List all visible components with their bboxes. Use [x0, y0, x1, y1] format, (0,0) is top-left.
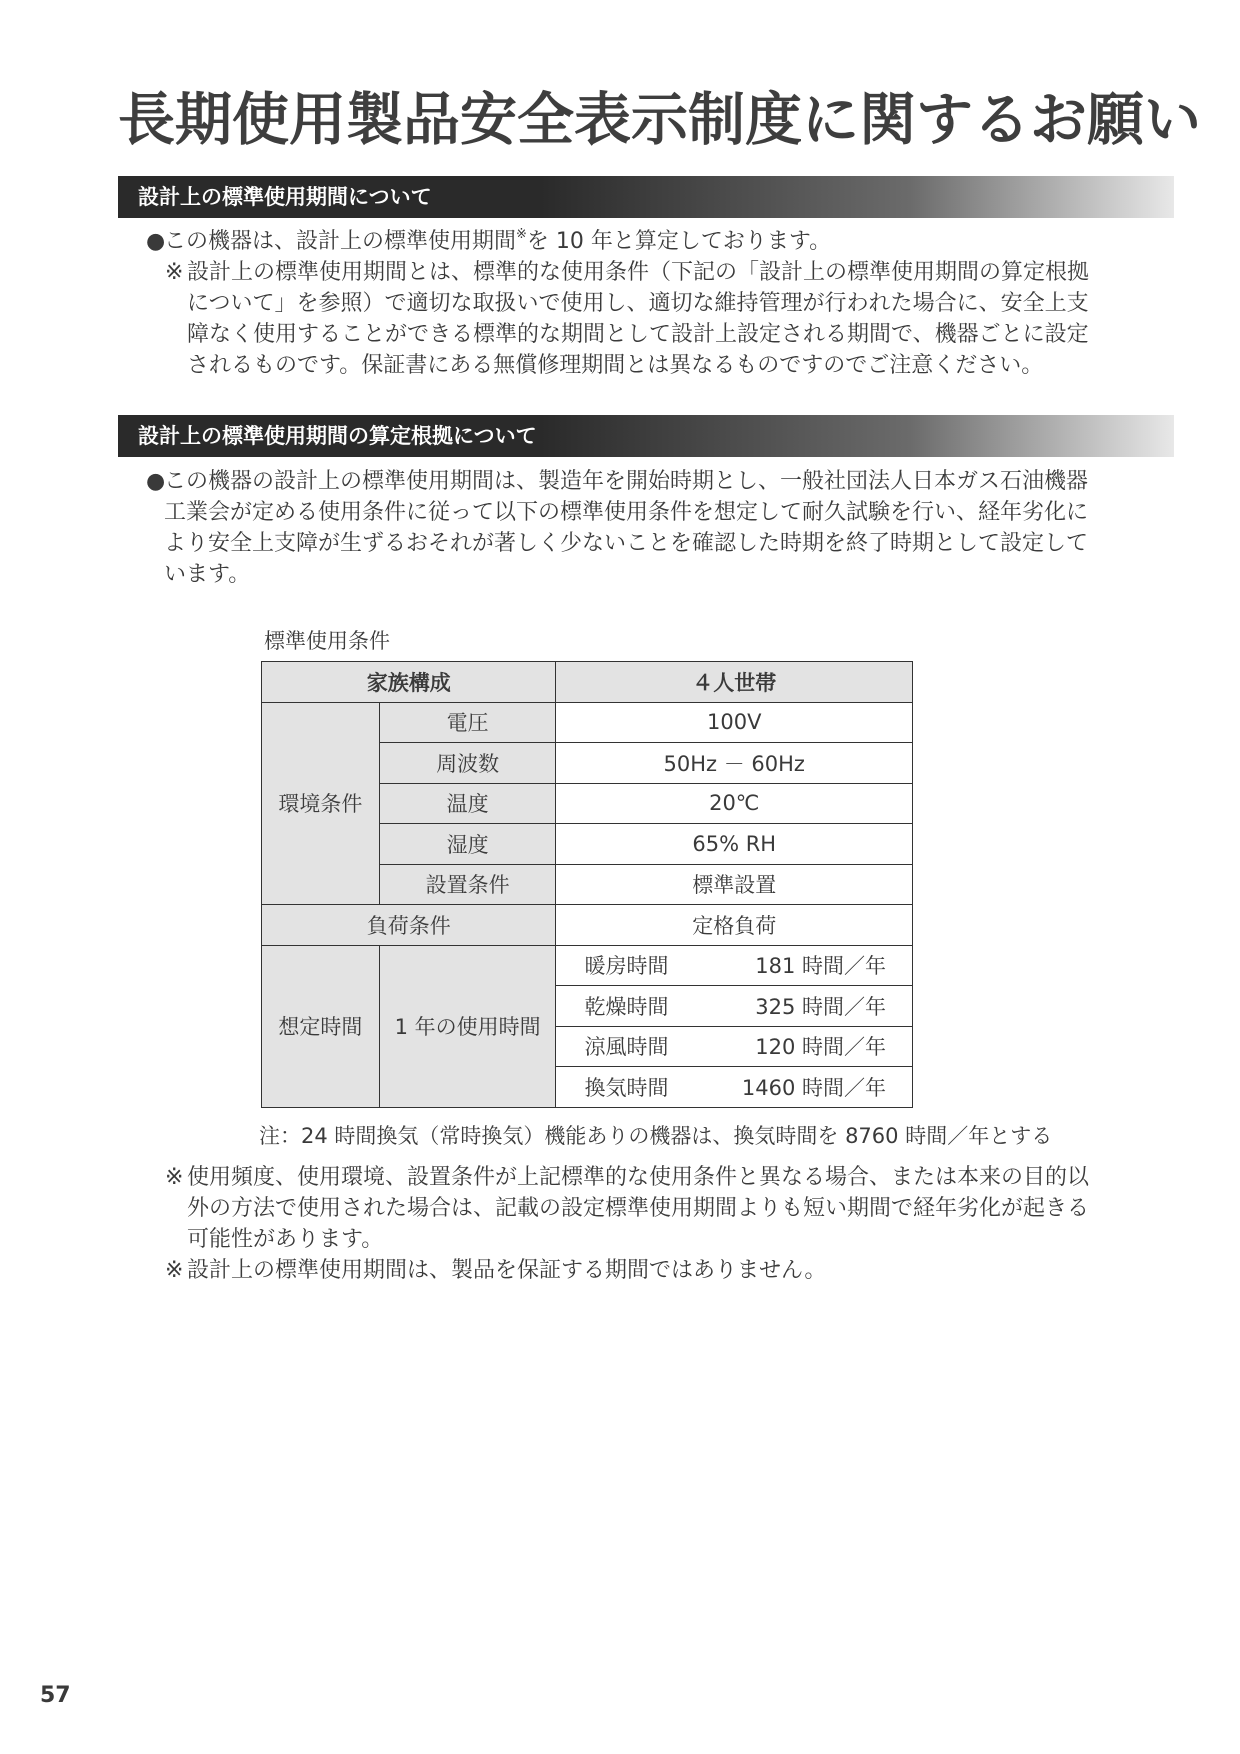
time-cell-ventilation — [556, 1067, 913, 1108]
footnote-1-line-1: ※ 使用頻度、使用環境、設置条件が上記標準的な使用条件と異なる場合、または本来の目的以 — [165, 1162, 1089, 1193]
table-row — [262, 702, 913, 743]
reference-mark: ※ — [165, 1165, 184, 1190]
env-label-voltage: 電圧 — [379, 702, 556, 743]
bullet-text-a: この機器は、設計上の標準使用期間 — [164, 229, 517, 254]
footnote-2: ※ 設計上の標準使用期間は、製品を保証する期間ではありません。 — [165, 1255, 826, 1286]
section-heading-standard-period: 設計上の標準使用期間について — [118, 176, 1174, 218]
time-name: 換気時間 — [584, 1075, 669, 1100]
env-label-humidity: 湿度 — [379, 824, 556, 865]
time-sub-label: 1 年の使用時間 — [379, 945, 556, 1107]
env-group-label: 環境条件 — [262, 702, 380, 905]
bullet-icon: ● — [146, 229, 166, 254]
reference-mark: ※ — [165, 260, 184, 285]
time-name: 涼風時間 — [584, 1035, 669, 1060]
env-label-frequency: 周波数 — [379, 743, 556, 784]
env-value-temperature: 20℃ — [556, 783, 913, 824]
bullet-standard-period — [146, 226, 831, 257]
standard-conditions-table — [261, 661, 913, 1108]
definition-note-line-1: ※ 設計上の標準使用期間とは、標準的な使用条件（下記の「設計上の標準使用期間の算定根拠 — [165, 257, 1089, 288]
bullet-icon: ● — [146, 469, 166, 494]
family-label: 家族構成 — [262, 662, 556, 703]
time-name: 乾燥時間 — [584, 994, 669, 1019]
env-label-temperature: 温度 — [379, 783, 556, 824]
table-row — [262, 662, 913, 703]
time-cell-drying — [556, 986, 913, 1027]
load-label: 負荷条件 — [262, 905, 556, 946]
bullet-text-b: を 10 年と算定しております。 — [526, 229, 832, 254]
reference-mark: ※ — [516, 227, 527, 242]
env-value-voltage: 100V — [556, 702, 913, 743]
calculation-basis-line-1: ●この機器の設計上の標準使用期間は、製造年を開始時期とし、一般社団法人日本ガス石油機器 — [146, 466, 1088, 497]
time-group-label: 想定時間 — [262, 945, 380, 1107]
footnote-1-line-3: 可能性があります。 — [187, 1227, 384, 1252]
time-value: 1460 時間／年 — [741, 1075, 886, 1100]
table-row — [262, 905, 913, 946]
time-cell-cool-air — [556, 1026, 913, 1067]
family-value: ４人世帯 — [556, 662, 913, 703]
env-value-installation: 標準設置 — [556, 864, 913, 905]
env-value-frequency: 50Hz － 60Hz — [556, 743, 913, 784]
env-value-humidity: 65% RH — [556, 824, 913, 865]
calculation-basis-line-3: より安全上支障が生ずるおそれが著しく少ないことを確認した時期を終了時期として設定して — [164, 531, 1089, 556]
load-value: 定格負荷 — [556, 905, 913, 946]
page-title: 長期使用製品安全表示制度に関するお願い — [118, 87, 1201, 153]
page-number: 57 — [40, 1683, 71, 1708]
time-name: 暖房時間 — [584, 954, 669, 979]
time-value: 181 時間／年 — [755, 954, 886, 979]
definition-note-line-2: について」を参照）で適切な取扱いで使用し、適切な維持管理が行われた場合に、安全上支 — [187, 291, 1089, 316]
definition-note-line-3: 障なく使用することができる標準的な期間として設計上設定される期間で、機器ごとに設定 — [187, 322, 1089, 347]
table-row — [262, 945, 913, 986]
calculation-basis-line-2: 工業会が定める使用条件に従って以下の標準使用条件を想定して耐久試験を行い、経年劣化に — [164, 500, 1089, 525]
env-label-installation: 設置条件 — [379, 864, 556, 905]
footnote-1-line-2: 外の方法で使用された場合は、記載の設定標準使用期間よりも短い期間で経年劣化が起きる — [187, 1196, 1090, 1221]
section-heading-calculation-basis: 設計上の標準使用期間の算定根拠について — [118, 415, 1174, 457]
reference-mark: ※ — [165, 1258, 184, 1283]
table-note: 注：24 時間換気（常時換気）機能ありの機器は、換気時間を 8760 時間／年とする — [259, 1124, 1053, 1148]
time-value: 120 時間／年 — [755, 1035, 886, 1060]
time-value: 325 時間／年 — [755, 994, 886, 1019]
calculation-basis-line-4: います。 — [164, 562, 251, 587]
table-caption: 標準使用条件 — [264, 629, 390, 653]
definition-note-line-4: されるものです。保証書にある無償修理期間とは異なるものですのでご注意ください。 — [187, 353, 1044, 378]
time-cell-heating — [556, 945, 913, 986]
